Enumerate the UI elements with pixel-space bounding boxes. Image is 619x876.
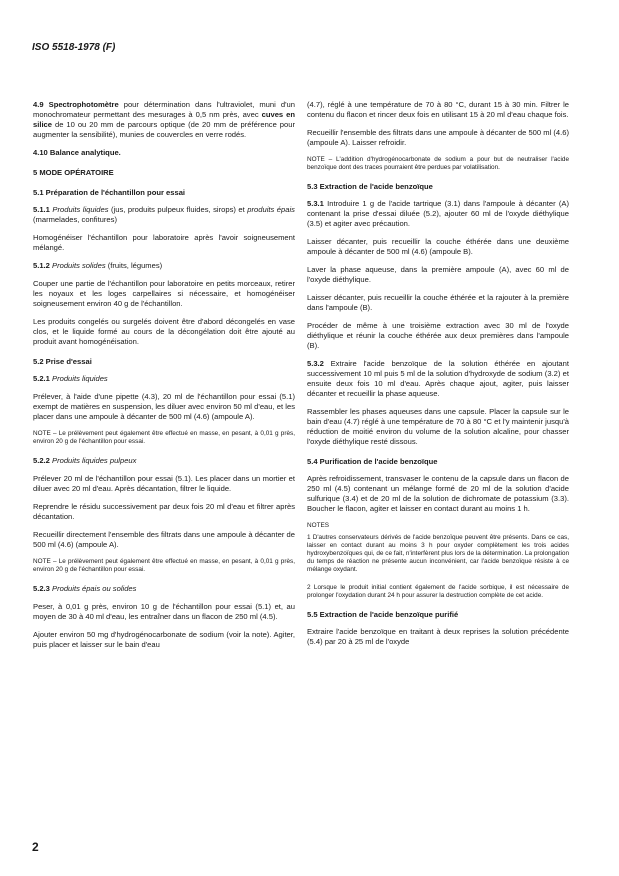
paragraph-5-3-1: 5.3.1 Introduire 1 g de l'acide tartrique (3.1) dans l'ampoule à décanter (A) contenant la prise d'essai diluée (5.2), ajouter 60 ml de l'oxyde diéthylique (3.5) et agiter avec précaution. <box>307 199 569 228</box>
paragraph-5-2-3-b: Ajouter environ 50 mg d'hydrogénocarbonate de sodium (voir la note). Agiter, puis placer et laisser sur le bain d'eau <box>33 630 295 649</box>
paragraph-5-2-2-b: Reprendre le résidu successivement par deux fois 20 ml d'eau et filtrer après décantation. <box>33 502 295 521</box>
paragraph-5-1-1: 5.1.1 Produits liquides (jus, produits pulpeux fluides, sirops) et produits épais (marmelades, confitures) <box>33 205 295 224</box>
paragraph-5-1-2-a: Couper une partie de l'échantillon pour laboratoire en petits morceaux, retirer les noyaux et les loges carpellaires si nécessaire, et homogénéiser soigneusement environ 40 g de l'échantillon. <box>33 279 295 308</box>
paragraph-5-2-2-a: Prélever 20 ml de l'échantillon pour essai (5.1). Les placer dans un mortier et diluer avec 20 ml d'eau. Après décantation, filtrer le liquide. <box>33 474 295 493</box>
paragraph-collect-filtrates: Recueillir l'ensemble des filtrats dans une ampoule à décanter de 500 ml (4.6) (ampoule A). Laisser refroidir. <box>307 128 569 147</box>
section-5-5-heading: 5.5 Extraction de l'acide benzoïque purifié <box>307 610 459 619</box>
paragraph-4-10: 4.10 Balance analytique. <box>33 148 121 157</box>
paragraph-5-5: Extraire l'acide benzoïque en traitant à deux reprises la solution précédente (5.4) par 20 à 25 ml de l'oxyde <box>307 627 569 646</box>
notes-title: NOTES <box>307 522 330 529</box>
paragraph-5-1-1-body: Homogénéiser l'échantillon pour laboratoire après l'avoir soigneusement mélangé. <box>33 233 295 252</box>
paragraph-5-2-2-c: Recueillir directement l'ensemble des filtrats dans une ampoule à décanter de 500 ml (4.6) (ampoule A). <box>33 530 295 549</box>
note-1: 1 D'autres conservateurs dérivés de l'acide benzoïque peuvent être présents. Dans ce cas, laisser en contact durant au moins 3 h pour oxyder complètement les trois acides hydroxybenzoïques qui, de ce fait, n'interfèrent plus lors de la détermination. La prolongation du temps de réaction ne présente aucun inconvénient, car l'acide benzoïque résiste à ce mélange oxydant. <box>307 534 569 573</box>
paragraph-5-2-1: 5.2.1 Produits liquides <box>33 374 108 383</box>
paragraph-5-2-1-a: Prélever, à l'aide d'une pipette (4.3), 20 ml de l'échantillon pour essai (5.1) exempt de matières en suspension, les diluer avec environ 50 ml d'eau, et les placer dans une ampoule à décanter de 500 ml (4.6) (ampoule A). <box>33 392 295 421</box>
paragraph-5-3-1-e: Procéder de même à une troisième extraction avec 30 ml de l'oxyde diéthylique et réunir la couche éthérée aux deux premières dans l'ampoule (B). <box>307 321 569 350</box>
paragraph-5-2-2: 5.2.2 Produits liquides pulpeux <box>33 456 137 465</box>
paragraph-5-2-3: 5.2.3 Produits épais ou solides <box>33 584 137 593</box>
section-5-heading: 5 MODE OPÉRATOIRE <box>33 168 114 177</box>
paragraph-5-1-2-b: Les produits congelés ou surgelés doivent être d'abord décongelés en vase clos, et le liquide formé au cours de la décongélation doit être ajouté au produit avant homogénéisation. <box>33 317 295 346</box>
paragraph-4-9: 4.9 Spectrophotomètre pour détermination dans l'ultraviolet, muni d'un monochromateur permettant des mesurages à 0,5 nm près, avec cuves en silice de 10 ou 20 mm de parcours optique (de 20 mm de préférence pour augmenter la sensibilité), munies de couvercles en verre rodés. <box>33 100 295 139</box>
note-2: 2 Lorsque le produit initial contient également de l'acide sorbique, il est nécessaire de prolonger l'oxydation durant 24 h pour assurer la destruction complète de cet acide. <box>307 584 569 599</box>
paragraph-5-2-3-a: Peser, à 0,01 g près, environ 10 g de l'échantillon pour essai (5.1) et, au moyen de 30 à 40 ml d'eau, les entraîner dans un flacon de 250 ml (4.5). <box>33 602 295 621</box>
paragraph-5-3-1-c: Laver la phase aqueuse, dans la première ampoule (A), avec 60 ml de l'oxyde diéthylique. <box>307 265 569 284</box>
paragraph-continued: (4.7), réglé à une température de 70 à 80 °C, durant 15 à 30 min. Filtrer le contenu du flacon et rincer deux fois en utilisant 15 à 20 ml d'eau chaque fois. <box>307 100 569 119</box>
paragraph-5-3-1-d: Laisser décanter, puis recueillir la couche éthérée et la rajouter à la première dans l'ampoule (B). <box>307 293 569 312</box>
paragraph-5-3-2-b: Rassembler les phases aqueuses dans une capsule. Placer la capsule sur le bain d'eau (4.7) réglé à une température de 70 à 80 °C et l'y maintenir jusqu'à réduction de moitié environ du volume de la solution alcaline, pour chasser l'oxyde diéthylique resté dissous. <box>307 407 569 446</box>
section-5-3-heading: 5.3 Extraction de l'acide benzoïque <box>307 182 433 191</box>
note-bicarbonate: NOTE – L'addition d'hydrogénocarbonate de sodium a pour but de neutraliser l'acide benzoïque dont des traces pourraient être perdues par volatilisation. <box>307 156 569 171</box>
page-number: 2 <box>32 840 39 854</box>
section-5-1-heading: 5.1 Préparation de l'échantillon pour essai <box>33 188 186 197</box>
paragraph-5-1-2: 5.1.2 Produits solides (fruits, légumes) <box>33 261 163 270</box>
paragraph-5-3-1-b: Laisser décanter, puis recueillir la couche éthérée dans une deuxième ampoule à décanter de 500 ml (4.6) (ampoule B). <box>307 237 569 256</box>
right-column <box>307 100 569 655</box>
section-5-2-heading: 5.2 Prise d'essai <box>33 357 92 366</box>
section-5-4-heading: 5.4 Purification de l'acide benzoïque <box>307 457 438 466</box>
note-5-2-1: NOTE – Le prélèvement peut également être effectué en masse, en pesant, à 0,01 g près, environ 20 g de l'échantillon pour essai. <box>33 430 295 445</box>
note-5-2-2: NOTE – Le prélèvement peut également être effectué en masse, en pesant, à 0,01 g près, environ 20 g de l'échantillon pour essai. <box>33 558 295 573</box>
paragraph-5-4: Après refroidissement, transvaser le contenu de la capsule dans un flacon de 250 ml (4.5) contenant un mélange formé de 20 ml de la solution d'acide sulfurique (3.4) et de 20 ml de la solution de dichromate de potassium (3.3). Boucher le flacon, agiter et laisser en contact durant au moins 1 h. <box>307 474 569 513</box>
document-header: ISO 5518-1978 (F) <box>32 42 116 53</box>
paragraph-5-3-2: 5.3.2 Extraire l'acide benzoïque de la solution éthérée en ajoutant successivement 10 ml puis 5 ml de la solution d'hydroxyde de sodium (3.2) et ensuite deux fois 10 ml d'eau. Après chaque ajout, agiter, puis laisser décanter et recueillir la phase aqueuse. <box>307 359 569 398</box>
left-column <box>33 100 295 658</box>
